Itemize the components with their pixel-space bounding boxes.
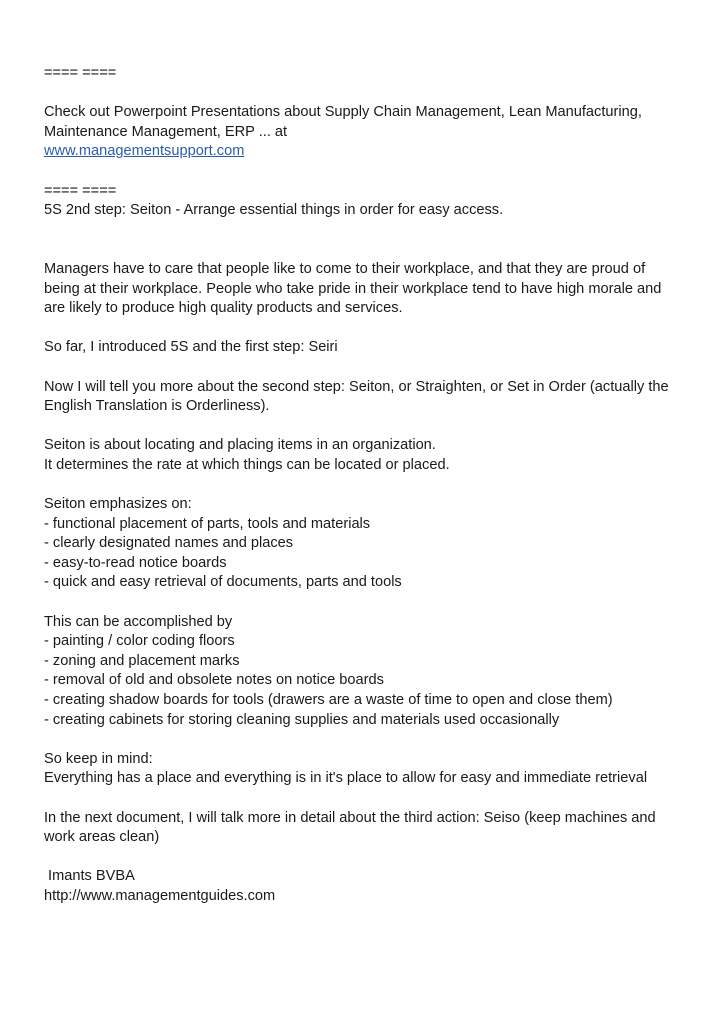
signature xyxy=(44,867,688,906)
promo-text-line: Check out Powerpoint Presentations about Supply Chain Management, Lean Manufacturing, xyxy=(44,104,642,121)
list-item: - clearly designated names and places xyxy=(44,535,294,552)
list-item: - easy-to-read notice boards xyxy=(44,554,227,571)
paragraph-seiton-about: Seiton is about locating and placing items in an organization. It determines the rate at which things can be located or placed. xyxy=(44,437,450,473)
keep-in-mind xyxy=(44,750,688,789)
signature-name: Imants BVBA xyxy=(44,868,135,885)
emphasis-list xyxy=(44,495,688,593)
keep-heading: So keep in mind: xyxy=(44,750,153,767)
paragraph-managers: Managers have to care that people like to come to their workplace, and that they are proud of being at their workplace. People who take pride in their workplace tend to have high morale and are likely to produce high quality products and services. xyxy=(44,260,662,317)
list-item: - zoning and placement marks xyxy=(44,652,240,669)
article-title: 5S 2nd step: Seiton - Arrange essential things in order for easy access. xyxy=(44,202,504,219)
list-heading: This can be accomplished by xyxy=(44,613,233,630)
keep-text: Everything has a place and everything is in it's place to allow for easy and immediate retrieval xyxy=(44,770,648,787)
promo-text-line: Maintenance Management, ERP ... at xyxy=(44,123,288,140)
management-support-link[interactable]: www.managementsupport.com xyxy=(44,143,245,160)
paragraph-so-far: So far, I introduced 5S and the first step: Seiri xyxy=(44,339,338,356)
list-item: - removal of old and obsolete notes on notice boards xyxy=(44,672,384,689)
list-item: - functional placement of parts, tools and materials xyxy=(44,515,371,532)
list-item: - quick and easy retrieval of documents, parts and tools xyxy=(44,574,402,591)
list-heading: Seiton emphasizes on: xyxy=(44,496,192,513)
signature-url: http://www.managementguides.com xyxy=(44,887,276,904)
paragraph-second-step: Now I will tell you more about the second step: Seiton, or Straighten, or Set in Order (actually the English Translation is Orderliness). xyxy=(44,378,669,415)
paragraph-next-document: In the next document, I will talk more in detail about the third action: Seiso (keep machines and work areas clean) xyxy=(44,809,656,846)
list-item: - creating cabinets for storing cleaning supplies and materials used occasionally xyxy=(44,711,560,728)
list-item: - painting / color coding floors xyxy=(44,633,235,650)
separator: ==== ==== xyxy=(44,182,117,199)
list-item: - creating shadow boards for tools (drawers are a waste of time to open and close them) xyxy=(44,692,613,708)
separator: ==== ==== xyxy=(44,65,117,81)
accomplished-list xyxy=(44,613,688,731)
